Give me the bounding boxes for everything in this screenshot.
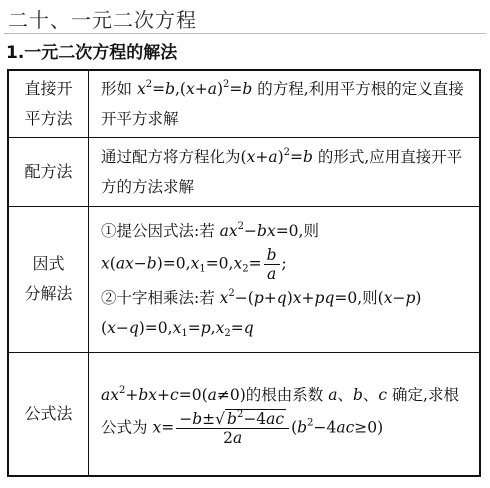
method-name-line: 平方法 xyxy=(24,108,73,128)
subsection-title: 1.一元二次方程的解法 xyxy=(6,43,178,63)
method-name-line: 因式 xyxy=(32,254,65,273)
method-description: 通过配方将方程化为$(x+a)^2=b$ 的形式,应用直接开平方的方法求解 xyxy=(89,137,481,206)
method-item: ①提公因式法:若 $ax^2-bx=0$,则 $x(ax-b)=0,x_1=0,x_2=$ $\frac{b}{a}$ ; xyxy=(101,220,319,283)
method-description: 形如 $x^2=b,(x+a)^2=b$ 的方程,利用平方根的定义直接开平方求解 xyxy=(89,70,481,137)
method-name-cell xyxy=(8,70,89,137)
quadratic-formula: $\frac{-b\pm√ b^2-4ac}{2a}$ xyxy=(176,410,289,447)
method-name-cell xyxy=(8,137,89,206)
table-row xyxy=(8,352,480,476)
table-row xyxy=(8,137,480,206)
method-name-cell xyxy=(8,352,89,476)
methods-table xyxy=(7,69,481,477)
fraction: $\frac{b}{a}$ xyxy=(264,246,280,283)
table-row xyxy=(8,70,480,137)
title-divider xyxy=(4,33,486,34)
method-item: ②十字相乘法:若 $x^2-(p+q)x+pq=0$,则$(x-p)(x-q)=0,x_1=p,x_2=q$ xyxy=(101,287,422,339)
method-description xyxy=(89,206,481,352)
method-name-line: 公式法 xyxy=(24,403,73,423)
table-row xyxy=(8,206,480,352)
method-name-line: 分解法 xyxy=(24,284,73,303)
section-title: 二十、一元二次方程 xyxy=(8,8,197,32)
method-name-cell xyxy=(8,206,89,352)
method-name-line: 直接开 xyxy=(24,78,73,98)
method-name-line: 配方法 xyxy=(24,161,73,181)
method-description: $ax^2+bx+c=0(a\ne 0)$的根由系数 a、b、c 确定,求根公式为 x= $\frac{-b\pm√ b^2-4ac}{2a}$ $(b^2-4ac\ge 0)$ xyxy=(89,352,481,476)
